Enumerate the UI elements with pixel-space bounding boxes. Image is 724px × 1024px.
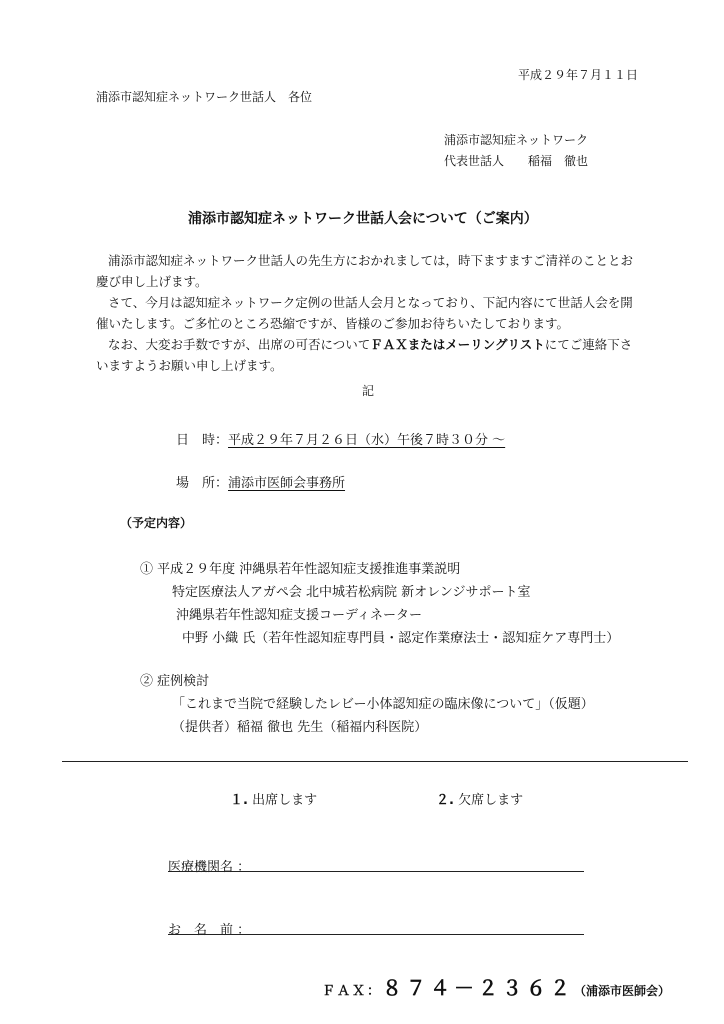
place-value: 浦添市医師会事務所 — [228, 476, 346, 491]
request-text-before: なお、大変お手数ですが、出席の可否について — [108, 337, 371, 352]
agenda-item-1-role: 沖縄県若年性認知症支援コーディネーター — [176, 608, 422, 623]
paragraph-announcement: さて、今月は認知症ネットワーク定例の世話人会月となっており、下記内容にて世話人会を開催いたします。ご多忙のところ恐縮ですが、皆様のご参加お待ちいたしております。 — [96, 295, 633, 331]
request-text-after: にてご連絡下さいますようお願い申し上げます。 — [96, 337, 633, 373]
paragraph-request — [96, 334, 641, 376]
document-date: 平成２９年７月１１日 — [518, 68, 639, 82]
document-title: 浦添市認知症ネットワーク世話人会について（ご案内） — [188, 211, 538, 227]
absent-label: 欠席します — [458, 793, 524, 808]
place-row — [176, 472, 345, 491]
absent-option[interactable] — [436, 789, 523, 808]
name-input-line[interactable] — [168, 934, 584, 935]
ki-marker: 記 — [362, 384, 375, 398]
fax-line — [322, 972, 670, 1001]
fax-label: ＦＡＸ： — [322, 984, 383, 999]
attend-option[interactable] — [230, 789, 317, 808]
paragraph-greeting: 浦添市認知症ネットワーク世話人の先生方におかれましては，時下ますますご清祥のこととお慶び申し上げます。 — [96, 253, 634, 289]
name-label: お 名 前 ： — [168, 923, 251, 938]
sender-organization: 浦添市認知症ネットワーク — [444, 133, 589, 147]
agenda-item-1-institution: 特定医療法人アガペ会 北中城若松病院 新オレンジサポート室 — [172, 585, 531, 600]
agenda-item-2-topic: 「これまで当院で経験したレビー小体認知症の臨床像について」（仮題） — [172, 697, 594, 712]
institution-label: 医療機関名 ： — [168, 860, 251, 875]
sender-name: 代表世話人 稲福 徹也 — [444, 154, 589, 168]
attend-number: １. — [230, 793, 248, 808]
date-value: 平成２９年７月２６日（水）午後７時３０分 ～ — [228, 433, 506, 448]
agenda-item-2-presenter: （提供者）稲福 徹也 先生（稲福内科医院） — [172, 720, 428, 735]
absent-number: ２. — [436, 793, 454, 808]
request-text-bold: ＦＡＸまたはメーリングリスト — [370, 337, 545, 352]
agenda-item-1-title: ① 平成２９年度 沖縄県若年性認知症支援推進事業説明 — [140, 562, 461, 577]
agenda-heading: （予定内容） — [120, 516, 193, 530]
place-label: 場 所： — [176, 476, 229, 491]
divider-line — [62, 761, 688, 762]
recipient: 浦添市認知症ネットワーク世話人 各位 — [96, 90, 313, 104]
fax-organization: （浦添市医師会） — [574, 984, 671, 998]
fax-number: ８７４－２３６２ — [382, 976, 575, 1000]
date-row — [176, 429, 505, 448]
agenda-item-2-title: ② 症例検討 — [140, 674, 210, 689]
institution-input-line[interactable] — [168, 871, 584, 872]
attend-label: 出席します — [252, 793, 318, 808]
date-label: 日 時： — [176, 433, 229, 448]
agenda-item-1-speaker: 中野 小織 氏（若年性認知症専門員・認定作業療法士・認知症ケア専門士） — [182, 631, 620, 646]
